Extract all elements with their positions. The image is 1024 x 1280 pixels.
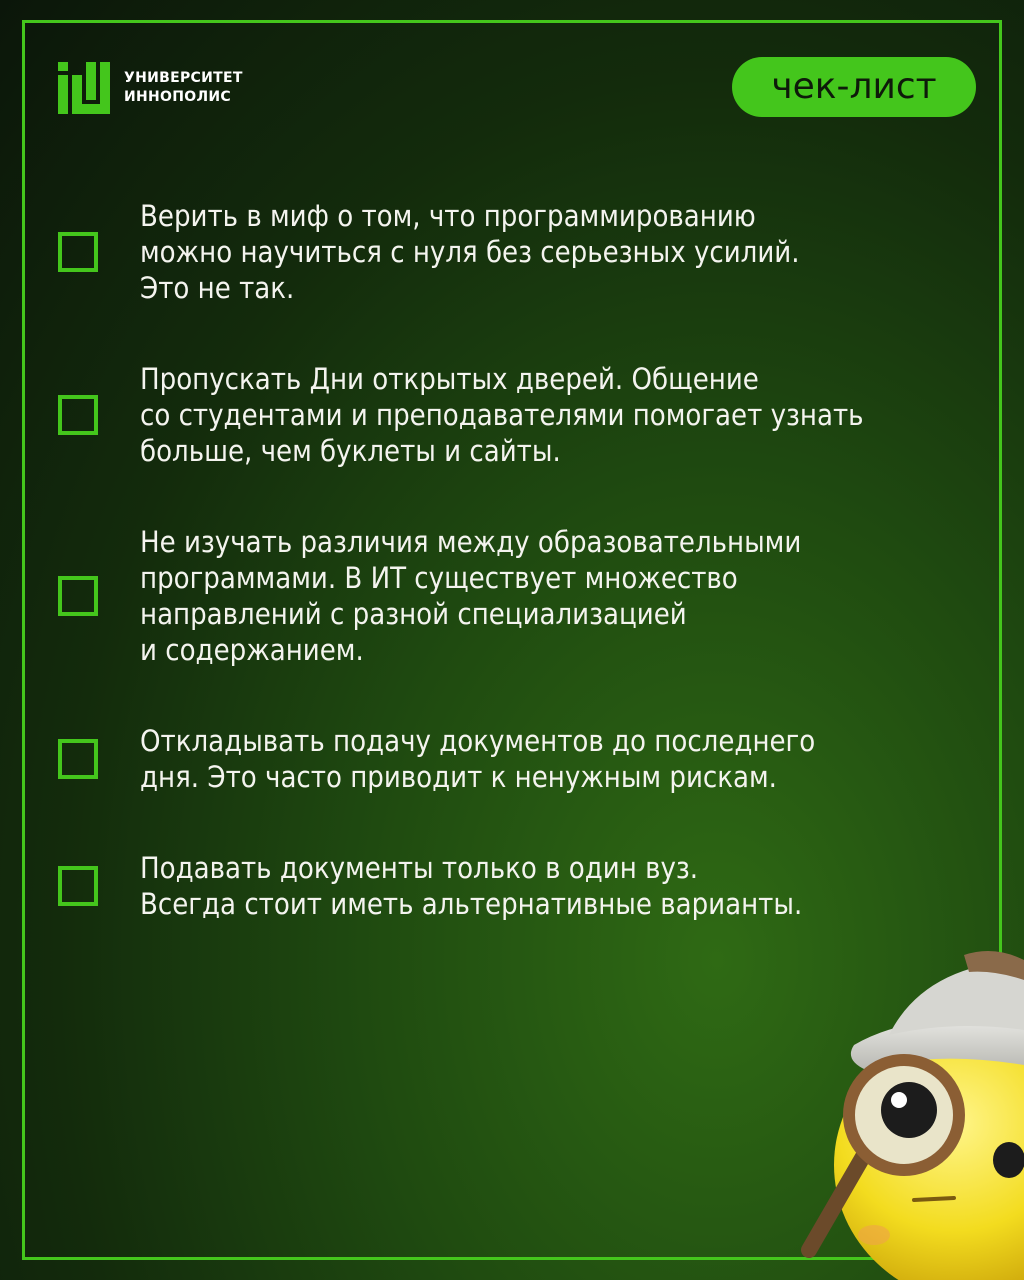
checklist-item-line: Не изучать различия между образовательными [140, 525, 802, 559]
university-name [124, 69, 243, 107]
checklist-item-line: со студентами и преподавателями помогает узнать [140, 398, 864, 432]
checklist-item-line: Всегда стоит иметь альтернативные варианты. [140, 887, 803, 921]
checklist-item-text [140, 723, 815, 795]
checklist-item-line: можно научиться с нуля без серьезных усилий. [140, 235, 800, 269]
checklist-item-line: больше, чем буклеты и сайты. [140, 434, 561, 468]
checklist-item-text [140, 361, 864, 469]
checklist-item-line: Пропускать Дни открытых дверей. Общение [140, 362, 759, 396]
checklist-item-line: Подавать документы только в один вуз. [140, 851, 699, 885]
checkbox[interactable] [58, 576, 98, 616]
checkbox[interactable] [58, 866, 98, 906]
checklist-item-line: Откладывать подачу документов до последнего [140, 724, 816, 758]
checklist-item [58, 361, 998, 469]
checklist-item-text [140, 198, 800, 306]
checklist-item [58, 524, 998, 668]
checklist-item [58, 850, 998, 922]
checklist-item-line: Верить в миф о том, что программированию [140, 199, 756, 233]
checklist-item-line: программами. В ИТ существует множество [140, 561, 738, 595]
checklist-item-line: и содержанием. [140, 633, 364, 667]
checkbox[interactable] [58, 739, 98, 779]
checklist-item-line: дня. Это часто приводит к ненужным рискам. [140, 760, 777, 794]
university-name-line2: ИННОПОЛИС [124, 89, 231, 105]
checklist-item [58, 198, 998, 306]
iu-logo-icon [58, 62, 110, 114]
checkbox[interactable] [58, 232, 98, 272]
university-logo [58, 62, 243, 114]
detective-mascot-icon [794, 950, 1024, 1280]
checklist-item [58, 723, 998, 795]
checklist-item-line: Это не так. [140, 271, 295, 305]
checklist-item-text [140, 850, 802, 922]
checkbox[interactable] [58, 395, 98, 435]
checklist [58, 198, 998, 922]
checklist-badge: чек-лист [732, 57, 976, 117]
university-name-line1: УНИВЕРСИТЕТ [124, 70, 243, 86]
checklist-item-line: направлений с разной специализацией [140, 597, 687, 631]
checklist-item-text [140, 524, 801, 668]
